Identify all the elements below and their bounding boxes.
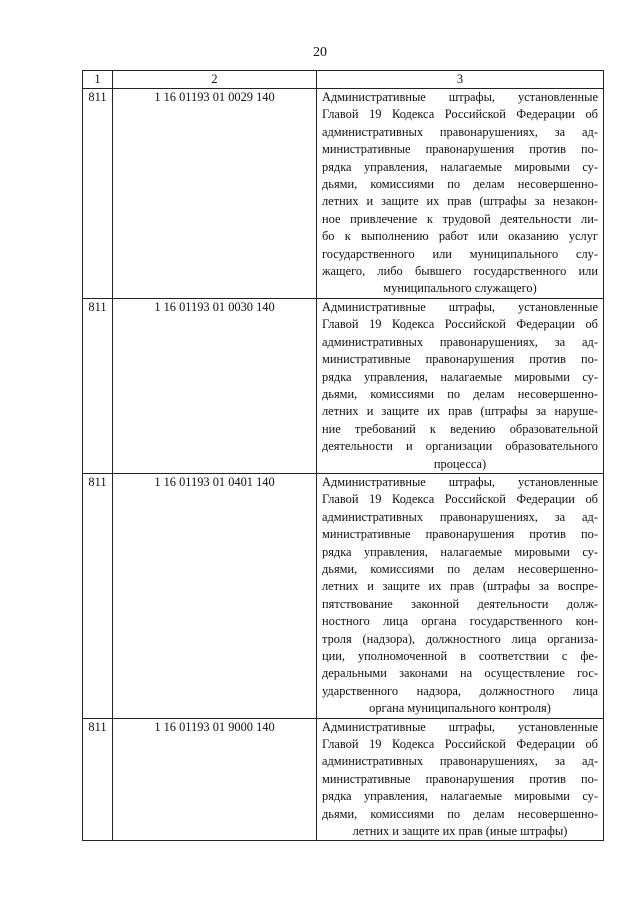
description-line: государственного или муниципального слу- — [322, 246, 598, 261]
table-body — [83, 89, 604, 841]
description-line: рядка управления, налагаемые мировыми су- — [322, 369, 598, 384]
description-line: ние требований к ведению образовательной — [322, 421, 598, 436]
description-line: летних и защите их прав (штрафы за воспре- — [322, 579, 598, 594]
description-line: дьями, комиссиями по делам несовершенно- — [322, 177, 598, 192]
description-line: ударственного надзора, должностного лица — [322, 683, 598, 698]
description-line: деятельности и организации образовательного — [322, 439, 598, 454]
description-line: Главой 19 Кодекса Российской Федерации об — [322, 737, 598, 752]
admin-code-cell: 811 — [83, 89, 113, 299]
page-number: 20 — [313, 45, 327, 60]
description-line: министративные правонарушения против по- — [322, 142, 598, 157]
header-col-2: 2 — [113, 71, 317, 89]
description-line: ное привлечение к трудовой деятельности ли- — [322, 211, 598, 226]
fines-table — [82, 70, 604, 841]
header-col-3: 3 — [317, 71, 604, 89]
table-row — [83, 718, 604, 841]
description-line: дьями, комиссиями по делам несовершенно- — [322, 561, 598, 576]
table-row — [83, 89, 604, 299]
budget-code-cell: 1 16 01193 01 9000 140 — [113, 718, 317, 841]
description-line: рядка управления, налагаемые мировыми су- — [322, 159, 598, 174]
description-line: рядка управления, налагаемые мировыми су- — [322, 789, 598, 804]
description-cell — [317, 298, 604, 473]
description-line: рядка управления, налагаемые мировыми су- — [322, 544, 598, 559]
table-row — [83, 473, 604, 718]
description-line: Административные штрафы, установленные — [322, 299, 598, 314]
description-line: деральными законами на осуществление гос- — [322, 666, 598, 681]
description-line: Главой 19 Кодекса Российской Федерации об — [322, 107, 598, 122]
description-cell — [317, 89, 604, 299]
admin-code-cell: 811 — [83, 473, 113, 718]
description-line: Главой 19 Кодекса Российской Федерации об — [322, 317, 598, 332]
description-line: ции, уполномоченной в соответствии с фе- — [322, 649, 598, 663]
description-line: административных правонарушениях, за ад- — [322, 754, 598, 769]
description-line: дьями, комиссиями по делам несовершенно- — [322, 806, 598, 821]
admin-code-cell: 811 — [83, 718, 113, 841]
description-line: троля (надзора), должностного лица организа- — [322, 631, 598, 646]
description-line: административных правонарушениях, за ад- — [322, 124, 598, 139]
header-col-1: 1 — [83, 71, 113, 89]
description-line: административных правонарушениях, за ад- — [322, 334, 598, 349]
description-line: летних и защите их прав (штрафы за наруше- — [322, 404, 598, 419]
description-line: летних и защите их прав (штрафы за незакон- — [322, 194, 598, 209]
description-line: Главой 19 Кодекса Российской Федерации об — [322, 492, 598, 507]
description-line: органа муниципального контроля) — [369, 701, 551, 716]
description-line: Административные штрафы, установленные — [322, 719, 598, 734]
description-cell — [317, 718, 604, 841]
description-line: Административные штрафы, установленные — [322, 474, 598, 489]
budget-code-cell: 1 16 01193 01 0029 140 — [113, 89, 317, 299]
description-line: летних и защите их прав (иные штрафы) — [352, 824, 568, 839]
description-line: дьями, комиссиями по делам несовершенно- — [322, 386, 598, 401]
description-line: процесса) — [433, 456, 487, 471]
description-line: административных правонарушениях, за ад- — [322, 509, 598, 524]
budget-code-cell: 1 16 01193 01 0401 140 — [113, 473, 317, 718]
description-line: министративные правонарушения против по- — [322, 771, 598, 786]
description-line: министративные правонарушения против по- — [322, 352, 598, 367]
description-line: жащего, либо бывшего государственного или — [322, 264, 598, 279]
description-line: ностного лица органа государственного кон- — [322, 614, 598, 629]
description-line: бо к выполнению работ или оказанию услуг — [322, 229, 598, 244]
description-cell — [317, 473, 604, 718]
admin-code-cell: 811 — [83, 298, 113, 473]
description-line: пятствование законной деятельности долж- — [322, 596, 598, 611]
table-header-row — [83, 71, 604, 89]
table-row — [83, 298, 604, 473]
description-line: министративные правонарушения против по- — [322, 527, 598, 542]
description-line: Административные штрафы, установленные — [322, 90, 598, 104]
description-line: муниципального служащего) — [383, 281, 537, 296]
budget-code-cell: 1 16 01193 01 0030 140 — [113, 298, 317, 473]
